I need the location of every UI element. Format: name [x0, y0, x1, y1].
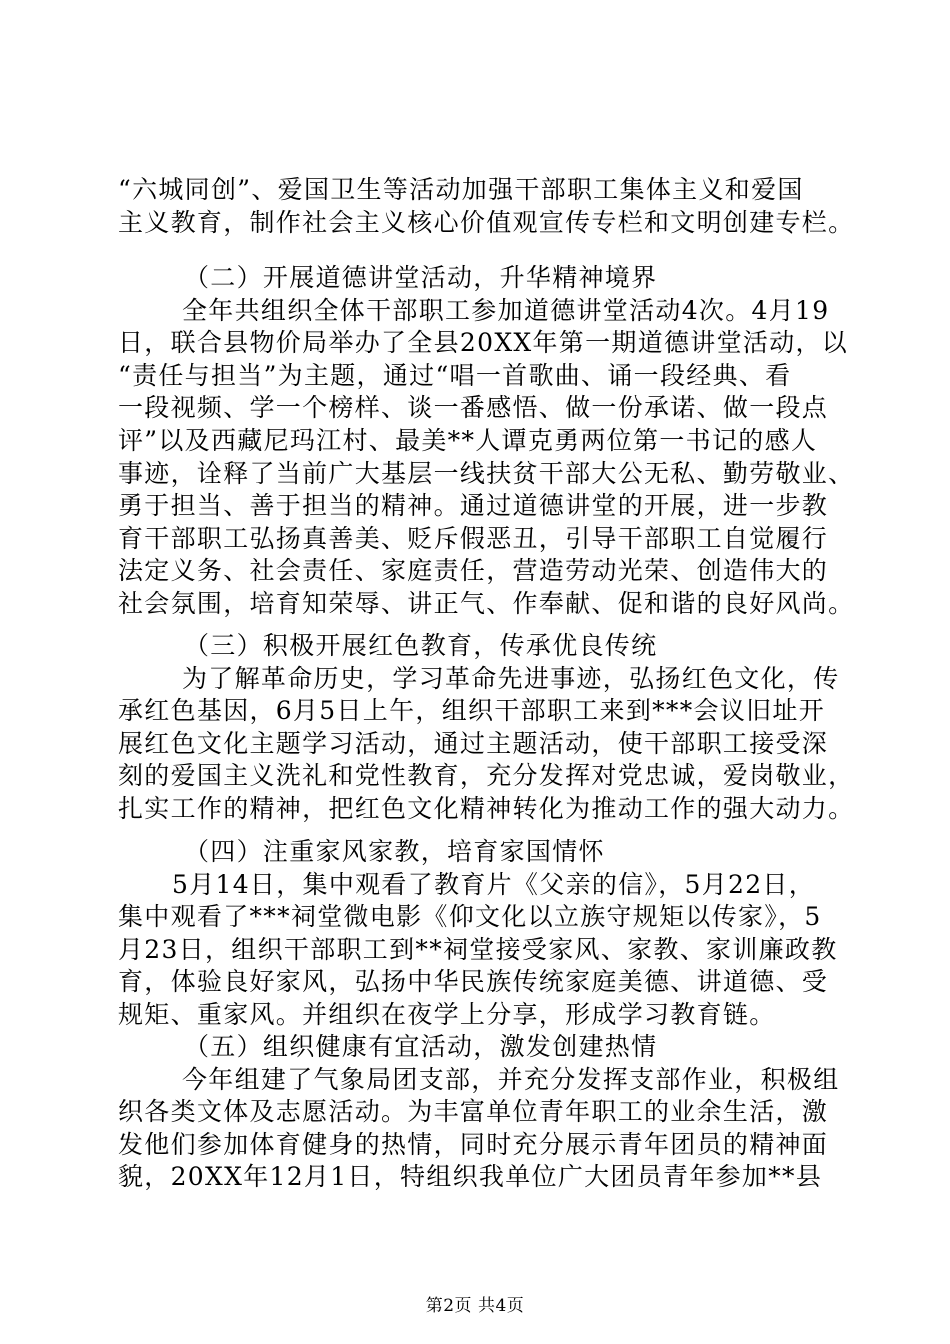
text-line: 评”以及西藏尼玛江村、最美**人谭克勇两位第一书记的感人 — [118, 425, 818, 455]
text-line: 集中观看了***祠堂微电影《仰文化以立族守规矩以传家》，5 — [118, 902, 822, 932]
paragraph-continuation — [118, 174, 855, 239]
text-line: 日，联合县物价局举办了全县20XX年第一期道德讲堂活动，以 — [118, 328, 849, 358]
text-line: 法定义务、社会责任、家庭责任，营造劳动光荣、创造伟大的 — [118, 556, 829, 586]
text-line: 展红色文化主题学习活动，通过主题活动，使干部职工接受深 — [118, 728, 829, 758]
text-line: 承红色基因，6月5日上午，组织干部职工来到***会议旧址开 — [118, 696, 826, 726]
text-line: 月23日，组织干部职工到**祠堂接受家风、家教、家训廉政教 — [118, 934, 838, 964]
text-line: 全年共组织全体干部职工参加道德讲堂活动4次。4月19 — [182, 295, 830, 325]
text-line: 扎实工作的精神，把红色文化精神转化为推动工作的强大动力。 — [118, 793, 855, 823]
text-line: 发他们参加体育健身的热情，同时充分展示青年团员的精神面 — [118, 1129, 829, 1159]
section-heading: （五）组织健康有宜活动，激发创建热情 — [184, 1032, 658, 1061]
text-line: 勇于担当、善于担当的精神。通过道德讲堂的开展，进一步教 — [118, 491, 829, 521]
section-heading: （四）注重家风家教，培育家国情怀 — [184, 837, 605, 866]
text-line: 规矩、重家风。并组织在夜学上分享，形成学习教育链。 — [118, 999, 776, 1029]
text-line: 刻的爱国主义洗礼和党性教育，充分发挥对党忠诚，爱岗敬业， — [118, 761, 855, 791]
text-line: 育干部职工弘扬真善美、贬斥假恶丑，引导干部职工自觉履行 — [118, 523, 829, 553]
section-health-activities — [118, 1031, 842, 1194]
text-line: 事迹，诠释了当前广大基层一线扶贫干部大公无私、勤劳敬业、 — [118, 458, 855, 488]
text-line: 育，体验良好家风，弘扬中华民族传统家庭美德、讲道德、受 — [118, 967, 829, 997]
text-line: 为了解革命历史，学习革命先进事迹，弘扬红色文化，传 — [182, 663, 840, 693]
section-heading: （三）积极开展红色教育，传承优良传统 — [184, 631, 658, 660]
section-family-education — [118, 836, 842, 1032]
text-line: 社会氛围，培育知荣辱、讲正气、作奉献、促和谐的良好风尚。 — [118, 588, 855, 618]
page-number-footer: 第2页 共4页 — [425, 1296, 525, 1316]
text-line: “六城同创”、爱国卫生等活动加强干部职工集体主义和爱国 — [118, 175, 804, 204]
text-line: 5月14日，集中观看了教育片《父亲的信》，5月22日， — [172, 869, 816, 899]
section-heading: （二）开展道德讲堂活动，升华精神境界 — [184, 263, 658, 292]
text-line: 主义教育，制作社会主义核心价值观宣传专栏和文明创建专栏。 — [118, 207, 855, 237]
text-line: 一段视频、学一个榜样、谈一番感悟、做一份承诺、做一段点 — [118, 393, 829, 423]
section-red-education — [118, 630, 855, 826]
section-moral-lecture — [118, 262, 855, 621]
text-line: “责任与担当”为主题，通过“唱一首歌曲、诵一段经典、看 — [118, 360, 792, 390]
text-line: 织各类文体及志愿活动。为丰富单位青年职工的业余生活，激 — [118, 1097, 829, 1127]
text-line: 今年组建了气象局团支部，并充分发挥支部作业，积极组 — [182, 1064, 840, 1094]
text-line: 貌，20XX年12月1日，特组织我单位广大团员青年参加**县 — [118, 1162, 823, 1192]
